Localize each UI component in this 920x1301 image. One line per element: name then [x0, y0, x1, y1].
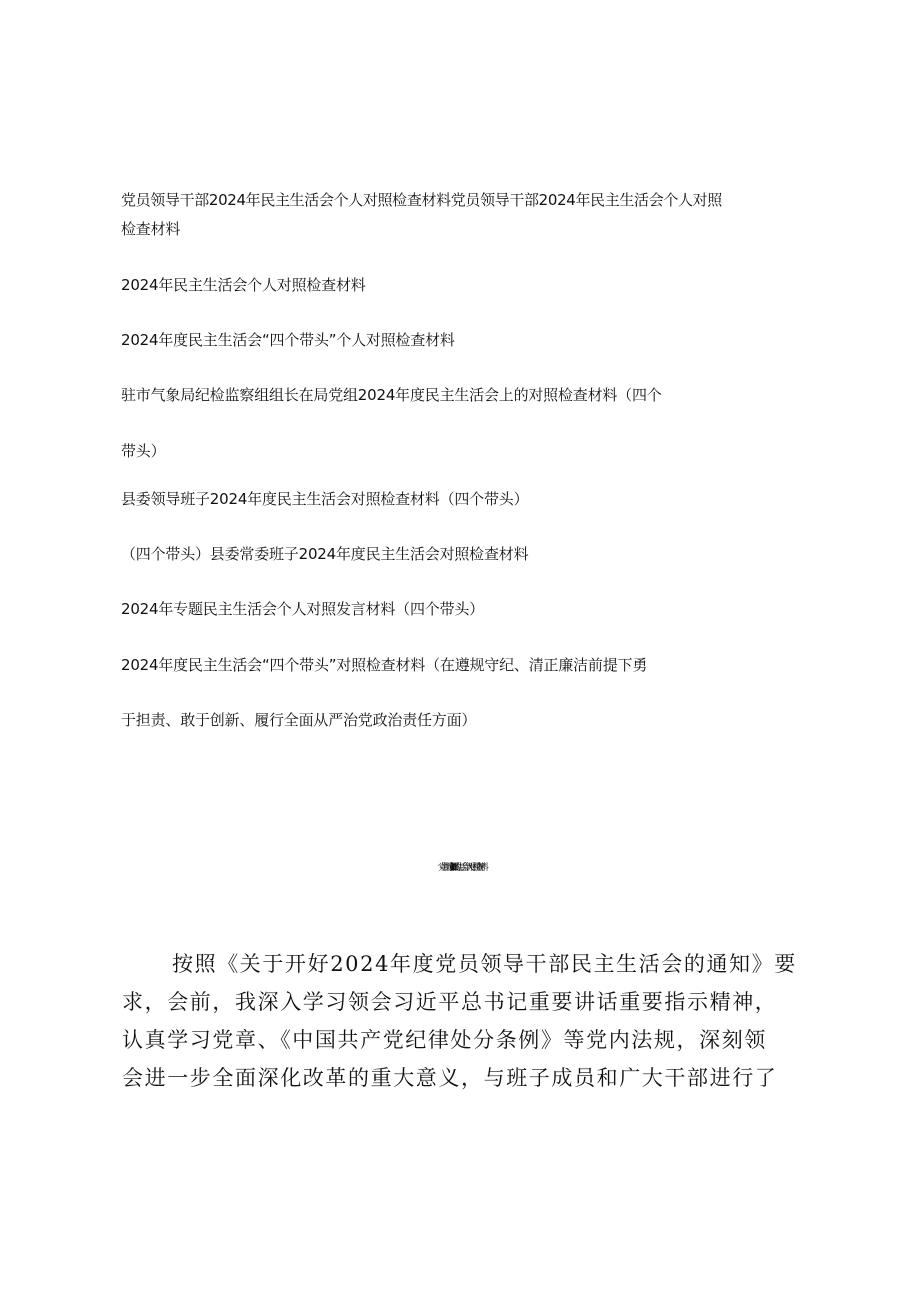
body-line: 认真学习党章、《中国共产党纪律处分条例》等党内法规，深刻领 — [122, 1028, 767, 1052]
toc-item: 2024年度民主生活会“四个带头”个人对照检查材料 — [121, 331, 455, 349]
body-line: 求，会前，我深入学习领会习近平总书记重要讲话重要指示精神， — [122, 990, 778, 1014]
toc-item: 2024年度民主生活会“四个带头”对照检查材料（在遵规守纪、清正廉洁前提下勇 — [121, 656, 648, 674]
toc-item: 2024年民主生活会个人对照检查材料 — [121, 276, 366, 294]
toc-item: 县委领导班子2024年度民主生活会对照检查材料（四个带头） — [121, 490, 529, 508]
toc-item: 驻市气象局纪检监察组组长在局党组2024年度民主生活会上的对照检查材料（四个 — [121, 386, 662, 404]
body-line: 会进一步全面深化改革的重大意义，与班子成员和广大干部进行了 — [122, 1066, 778, 1090]
toc-item-continuation: 带头） — [121, 442, 166, 460]
toc-item: 党员领导干部2024年民主生活会个人对照检查材料党员领导干部2024年民主生活会个人对照 — [121, 191, 722, 209]
toc-item: 2024年专题民主生活会个人对照发言材料（四个带头） — [121, 600, 484, 618]
body-line: 按照《关于开好2024年度党员领导干部民主生活会的通知》要 — [172, 952, 797, 976]
toc-item-continuation: 于担责、敢于创新、履行全面从严治党政治责任方面） — [121, 711, 477, 729]
document-title: 党员领导干部2024年民主生活会个人对照检查材料 — [437, 863, 483, 873]
toc-item: （四个带头）县委常委班子2024年度民主生活会对照检查材料 — [121, 545, 529, 563]
toc-item-continuation: 检查材料 — [121, 220, 181, 238]
